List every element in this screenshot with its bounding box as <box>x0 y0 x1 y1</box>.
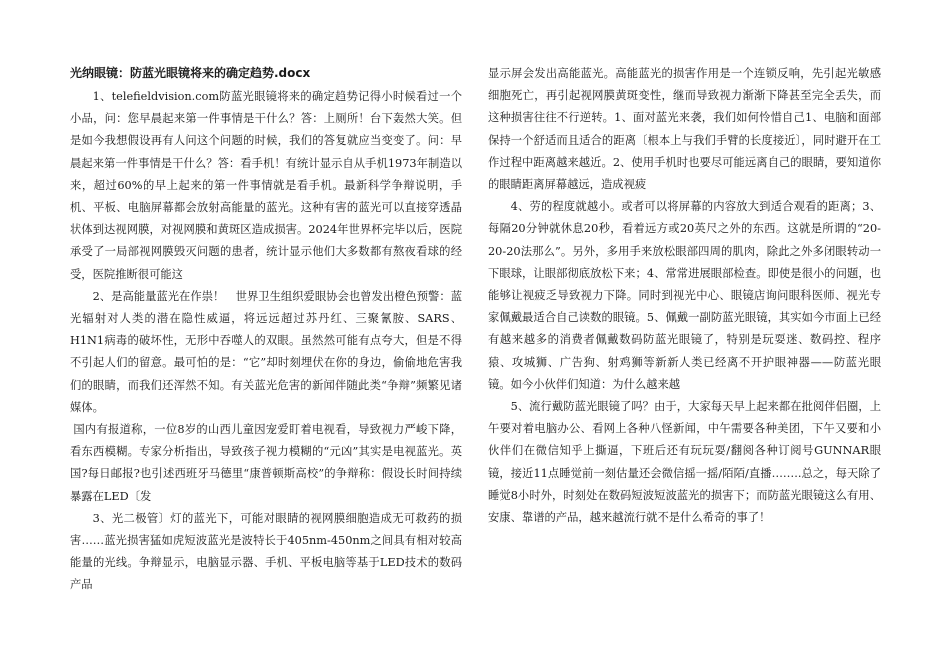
paragraph: 5、流行戴防蓝光眼镜了吗？由于，大家每天早上起来都在批阅伴侣圈，上午要对着电脑办公、看网上各种八怪新闻，中午需要各种美团，下午又要和小伙伴们在微信知乎上撕逼，下班后还有玩玩耍/翻阅各种订阅号GUNNAR眼镜，接近11点睡觉前一刻估量还会微信摇一摇/陌陌/直播……..总之，每天除了睡觉8小时外，时刻处在数码短波短波蓝光的损害下；而防蓝光眼镜这么有用、安康、靠谱的产品，越来越流行就不是什么希奇的事了！ <box>488 400 881 525</box>
paragraph: 2、是高能量蓝光在作祟！ 世界卫生组织爱眼协会也曾发出橙色预警：蓝光辐射对人类的潜在隐性威逼，将远远超过苏丹红、三聚氰胺、SARS、H1N1病毒的破坏性，无形中吞噬人的双眼。虽然然可能有点夸大，但是不得不引起人们的留意。最可怕的是：“它”却时刻埋伏在你的身边，偷偷地危害我们的眼睛，而我们还浑然不知。有关蓝光危害的新闻伴随此类“争辩”频繁见诸媒体。 <box>70 289 462 414</box>
paragraph: 3、光二极管〕灯的蓝光下，可能对眼睛的视网膜细胞造成无可救药的损害……蓝光损害猛如虎短波蓝光是波特长于405nm-450nm之间具有相对较高能量的光线。争辩显示，电脑显示器、手机、平板电脑等基于LED技术的数码产品 <box>70 511 462 592</box>
paragraph: 4、劳的程度就越小。或者可以将屏幕的内容放大到适合观看的距离；3、每隔20分钟就休息20秒，看着远方或20英尺之外的东西。这就是所谓的“20-20-20法那么”。另外，多用手来放松眼部四周的肌肉，除此之外多闭眼转动一下眼球，让眼部彻底放松下来；4、常常进展眼部检查。即使是很小的问题，也能够让视疲乏导致视力下降。同时到视光中心、眼镜店询问眼科医师、视光专家佩戴最适合自己读数的眼镜。5、佩戴一副防蓝光眼镜，其实如今市面上已经有越来越多的消费者佩戴数码防蓝光眼镜了，特别是玩耍迷、数码控、程序猿、攻城狮、广告狗、射鸡狮等新新人类已经离不开护眼神器——防蓝光眼镜。如今小伙伴们知道：为什么越来越 <box>488 200 881 391</box>
paragraph: 1、telefieldvision.com防蓝光眼镜将来的确定趋势记得小时候看过一个小品，问：您早晨起来第一件事情是干什么？答：上厕所！台下轰然大笑。但是如今我想假设再有人问这个问题的时候，我们的答复就应当变变了。问：早晨起来第一件事情是干什么？答：看手机！有统计显示自从手机1973年制造以来，超过60%的早上起来的第一件事情就是看手机。最新科学争辩说明，手机、平板、电脑屏幕都会放射高能量的蓝光。这种有害的蓝光可以直接穿透晶状体到达视网膜，对视网膜和黄斑区造成损害。2024年世界杯完毕以后，医院承受了一局部视网膜毁灭问题的患者，统计显示他们大多数都有熬夜看球的经受，医院推断很可能这 <box>70 90 462 281</box>
paragraph: 国内有报道称，一位8岁的山西儿童因宠爱盯着电视看，导致视力严峻下降，看东西模糊。专家分析指出，导致孩子视力模糊的“元凶”其实是电视蓝光。英国?每日邮报?也引述西班牙马德里“康普顿斯高校”的争辩称：假设长时间持续暴露在LED〔发 <box>70 423 462 503</box>
paragraph: 显示屏会发出高能蓝光。高能蓝光的损害作用是一个连锁反响，先引起光敏感细胞死亡，再引起视网膜黄斑变性，继而导致视力渐渐下降甚至完全丢失，而这种损害往往不行逆转。1、面对蓝光来袭，我们如何怜惜自己1、电脑和面部保持一个舒适而且适合的距离〔根本上与我们手臂的长度接近〕，同时避开在工作过程中距离越来越近。2、使用手机时也要尽可能远离自己的眼睛，要知道你的眼睛距离屏幕越远，造成视疲 <box>488 67 881 192</box>
left-column <box>70 62 462 597</box>
right-column <box>488 63 881 529</box>
document-title: 光纳眼镜：防蓝光眼镜将来的确定趋势.docx <box>70 66 311 80</box>
